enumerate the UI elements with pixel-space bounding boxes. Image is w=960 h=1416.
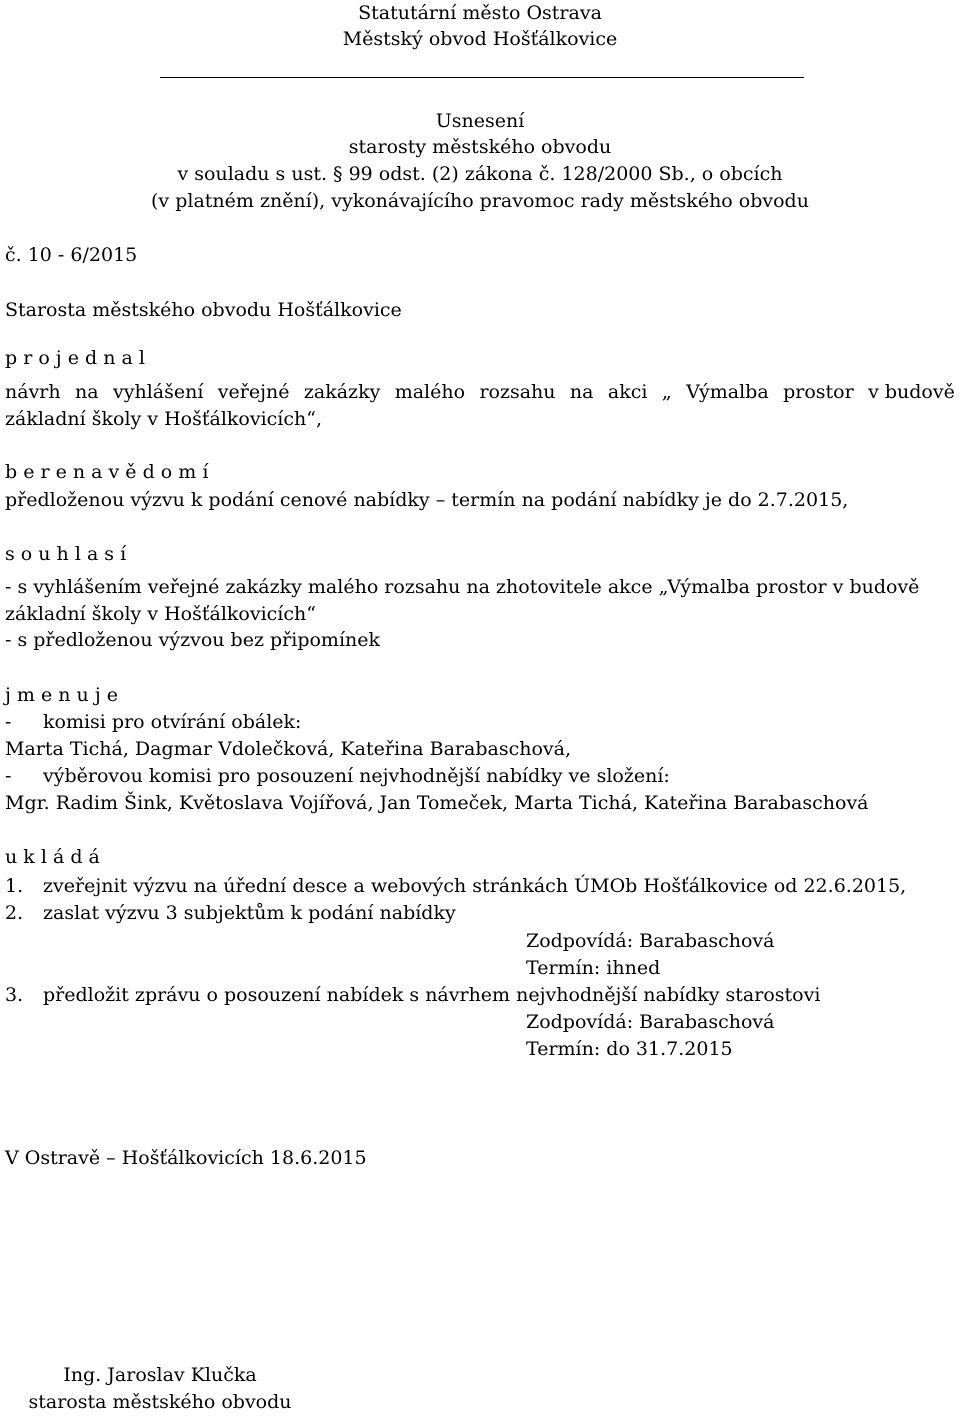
uklada-item-3-text: předložit zprávu o posouzení nabídek s návrhem nejvhodnější nabídky starostovi — [43, 984, 821, 1006]
uklada-item-3-deadline: Termín: do 31.7.2015 — [526, 1038, 733, 1060]
word: malého — [394, 381, 466, 403]
resolution-number: č. 10 - 6/2015 — [5, 244, 138, 266]
word: vyhlášení — [112, 381, 204, 403]
jmenuje-dash-2: - — [5, 765, 12, 787]
projednal-line-1 — [5, 379, 955, 406]
uklada-item-1-text: zveřejnit výzvu na úřední desce a webových stránkách ÚMOb Hošťálkovice od 22.6.2015, — [43, 875, 907, 897]
uklada-item-2-num: 2. — [5, 902, 24, 924]
header-divider — [160, 77, 804, 78]
heading-bere-na-vedomi: b e r e n a v ě d o m í — [5, 461, 209, 483]
jmenuje-item-1: komisi pro otvírání obálek: — [43, 711, 302, 733]
word: na — [569, 381, 594, 403]
uklada-item-3-num: 3. — [5, 984, 24, 1006]
heading-uklada: u k l á d á — [5, 846, 100, 868]
place-and-date: V Ostravě – Hošťálkovicích 18.6.2015 — [5, 1147, 367, 1169]
signature-name: Ing. Jaroslav Klučka — [63, 1364, 257, 1386]
word: veřejné — [217, 381, 290, 403]
word: Výmalba — [686, 381, 769, 403]
signature-role: starosta městského obvodu — [28, 1391, 292, 1413]
word: v budově — [868, 381, 955, 403]
word: akci — [607, 381, 648, 403]
document-title: Usnesení — [435, 110, 525, 132]
word: návrh — [5, 381, 61, 403]
uklada-item-3-responsible: Zodpovídá: Barabaschová — [526, 1011, 775, 1033]
heading-jmenuje: j m e n u j e — [5, 684, 118, 706]
jmenuje-item-2-members: Mgr. Radim Šink, Květoslava Vojířová, Jan Tomeček, Marta Tichá, Kateřina Barabaschová — [5, 792, 869, 814]
souhlasi-line-3: - s předloženou výzvou bez připomínek — [5, 629, 381, 651]
header-city: Statutární město Ostrava — [358, 2, 602, 24]
jmenuje-dash-1: - — [5, 711, 12, 733]
uklada-item-2-text: zaslat výzvu 3 subjektům k podání nabídky — [43, 902, 456, 924]
souhlasi-line-1: - s vyhlášením veřejné zakázky malého rozsahu na zhotovitele akce „Výmalba prostor v budově — [5, 576, 920, 598]
word: na — [75, 381, 99, 403]
heading-projednal: p r o j e d n a l — [5, 347, 145, 369]
heading-souhlasi: s o u h l a s í — [5, 543, 127, 565]
bere-na-vedomi-text: předloženou výzvu k podání cenové nabídky – termín na podání nabídky je do 2.7.2015, — [5, 489, 849, 511]
word: prostor — [783, 381, 854, 403]
title-line-3: (v platném znění), vykonávajícího pravomoc rady městského obvodu — [151, 190, 809, 212]
projednal-line-2: základní školy v Hošťálkovicích“, — [5, 408, 323, 430]
uklada-item-1-num: 1. — [5, 875, 24, 897]
title-line-1: starosty městského obvodu — [348, 136, 612, 158]
title-line-2: v souladu s ust. § 99 odst. (2) zákona č. 128/2000 Sb., o obcích — [177, 163, 783, 185]
souhlasi-line-2: základní školy v Hošťálkovicích“ — [5, 603, 316, 625]
jmenuje-item-2: výběrovou komisi pro posouzení nejvhodnější nabídky ve složení: — [43, 765, 670, 787]
word: rozsahu — [479, 381, 556, 403]
uklada-item-2-deadline: Termín: ihned — [526, 957, 661, 979]
word: „ — [661, 381, 672, 403]
header-district: Městský obvod Hošťálkovice — [342, 28, 618, 50]
actor-line: Starosta městského obvodu Hošťálkovice — [5, 299, 402, 321]
word: zakázky — [303, 381, 381, 403]
jmenuje-item-1-members: Marta Tichá, Dagmar Vdolečková, Kateřina Barabaschová, — [5, 738, 571, 760]
uklada-item-2-responsible: Zodpovídá: Barabaschová — [526, 930, 775, 952]
